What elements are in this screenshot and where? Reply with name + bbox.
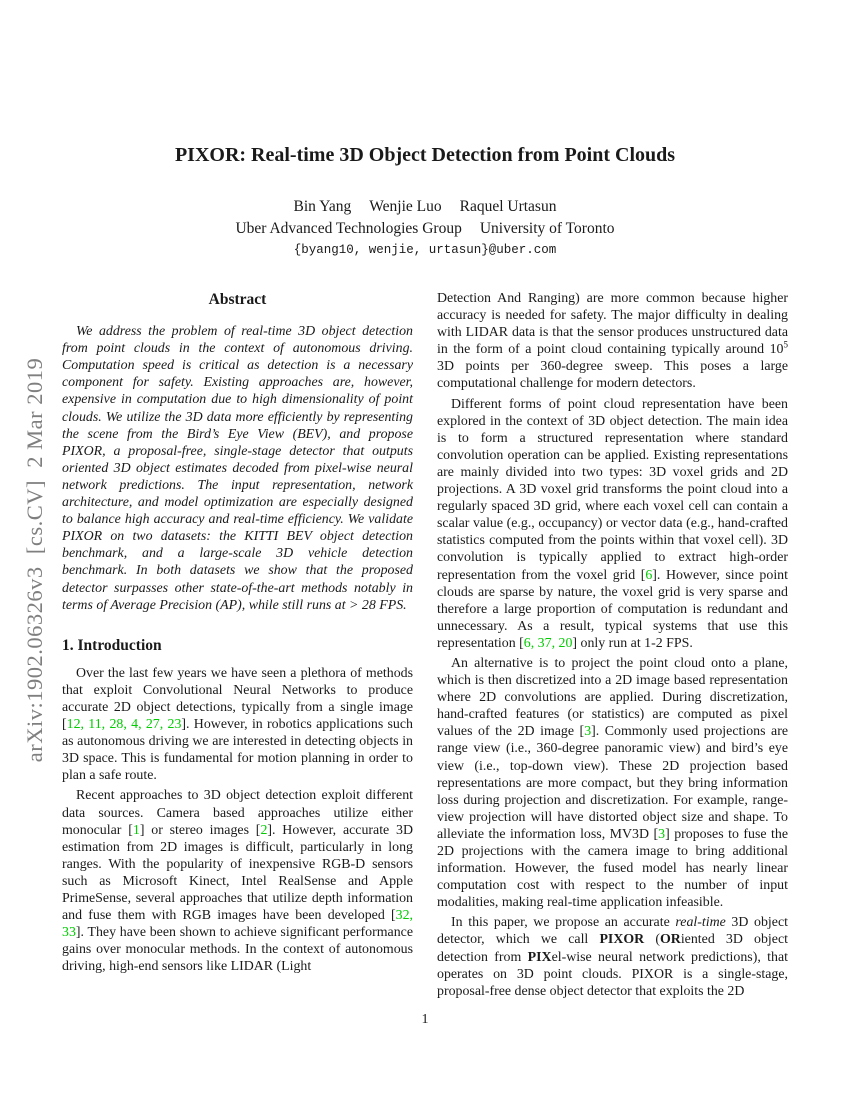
citation-link[interactable]: 3: [658, 826, 666, 842]
superscript: 5: [783, 339, 788, 350]
paper-title: PIXOR: Real-time 3D Object Detection from Point Clouds: [174, 144, 676, 166]
bold-text: PIX: [527, 949, 552, 965]
section-heading-introduction: 1. Introduction: [62, 636, 162, 654]
paragraph: Over the last few years we have seen a plethora of methods that exploit Convolutional Neural Networks to produce accurate 2D object detections, typically from a single image [12, 11, 28, 4, 27, 23]. However, in robotics applications such as autonomous driving we are interested in detecting objects in 3D space. This is fundamental for motion planning in order to plan a safe route.: [62, 665, 413, 784]
paragraph: An alternative is to project the point cloud onto a plane, which is then discretized into a 2D image based representation where 2D convolutions are applied. During discretization, hand-crafted features (or statistics) are computed as pixel values of the 2D image [3]. Commonly used projections are range view (i.e., 360-degree panoramic view) and bird’s eye view (i.e., top-down view). These 2D projection based representations are more compact, but they bring information loss during projection and discretization. For example, range-view projection will have distorted object size and shape. To alleviate the information loss, MV3D [3] proposes to fuse the 2D projections with the camera image to bring additional information. However, the fused model has nearly linear computation cost with respect to the number of input modalities, making real-time application infeasible.: [437, 655, 788, 911]
citation-link[interactable]: 32, 33: [62, 908, 413, 941]
email-line: {byang10, wenjie, urtasun}@uber.com: [293, 243, 557, 257]
right-column: [437, 290, 788, 1003]
paragraph: Recent approaches to 3D object detection exploit different data sources. Camera based approaches utilize either monocular [1] or stereo images [2]. However, accurate 3D estimation from 2D images is difficult, particularly in long ranges. With the popularity of inexpensive RGB-D sensors such as Microsoft Kinect, Intel RealSense and Apple PrimeSense, several approaches that utilize depth information and fuse them with RGB images have been developed [32, 33]. They have been shown to achieve significant performance gains over monocular methods. In the context of autonomous driving, high-end sensors like LIDAR (Light: [62, 788, 414, 975]
abstract-heading: Abstract: [208, 291, 267, 308]
citation-link[interactable]: 3: [584, 724, 592, 740]
citation-link[interactable]: 1: [132, 822, 140, 838]
author-name: Bin Yang: [293, 198, 352, 215]
bold-text: OR: [659, 932, 681, 948]
arxiv-watermark: arXiv:1902.06326v3 [cs.CV] 2 Mar 2019: [22, 357, 47, 763]
page-number: 1: [421, 1012, 429, 1027]
citation-link[interactable]: 2: [260, 822, 268, 838]
emphasis-text: real-time: [675, 915, 726, 931]
citation-link[interactable]: 12, 11, 28, 4, 27, 23: [66, 717, 182, 733]
abstract-text: We address the problem of real-time 3D object detection from point clouds in the context of autonomous driving. Computation speed is critical as detection is a necessary component for safety. Existing approaches are, however, expensive in computation due to high dimensionality of point clouds. We utilize the 3D data more efficiently by representing the scene from the Bird’s Eye View (BEV), and propose PIXOR, a proposal-free, single-stage detector that outputs oriented 3D object estimates decoded from pixel-wise neural network predictions. The input representation, network architecture, and model optimization are especially designed to balance high accuracy and real-time efficiency. We validate PIXOR on two datasets: the KITTI BEV object detection benchmark, and a large-scale 3D vehicle detection benchmark. In both datasets we show that the proposed detector surpasses other state-of-the-art methods notably in terms of Average Precision (AP), while still runs at > 28 FPS.: [62, 324, 413, 613]
affiliation-line: [0, 220, 850, 238]
affiliation: University of Toronto: [479, 220, 615, 237]
bold-text: PIXOR: [599, 932, 645, 948]
citation-link[interactable]: 6, 37, 20: [523, 635, 573, 651]
left-column: [62, 290, 413, 978]
citation-link[interactable]: 6: [645, 567, 653, 583]
author-list: [0, 198, 850, 216]
affiliation: Uber Advanced Technologies Group: [235, 220, 462, 237]
paragraph: In this paper, we propose an accurate real-time 3D object detector, which we call PIXOR (ORiented 3D object detection from PIXel-wise neural network predictions), that operates on 3D point clouds. PIXOR is a single-stage, proposal-free dense object detector that exploits the 2D: [437, 915, 789, 999]
author-name: Wenjie Luo: [369, 198, 442, 215]
paragraph: Detection And Ranging) are more common because higher accuracy is needed for safety. The major difficulty in dealing with LIDAR data is that the sensor produces unstructured data in the form of a point cloud containing typically around $10^5$ 3D points per 360-degree sweep. This poses a large computational challenge for modern detectors.: [437, 291, 788, 392]
paragraph: Different forms of point cloud representation have been explored in the context of 3D object detection. The main idea is to form a structured representation where standard convolution operation can be applied. Existing representations are mainly divided into two types: 3D voxel grids and 2D projections. A 3D voxel grid transforms the point cloud into a regularly spaced 3D grid, where each voxel cell can contain a scalar value (e.g., occupancy) or vector data (e.g., hand-crafted statistics computed from the points within that voxel cell). 3D convolution is typically applied to extract high-order representation from the voxel grid [6]. However, since point clouds are sparse by nature, the voxel grid is very sparse and therefore a large proportion of computation is redundant and unnecessary. As a result, typical systems that use this representation [6, 37, 20] only run at 1-2 FPS.: [437, 396, 788, 651]
author-name: Raquel Urtasun: [459, 198, 557, 215]
